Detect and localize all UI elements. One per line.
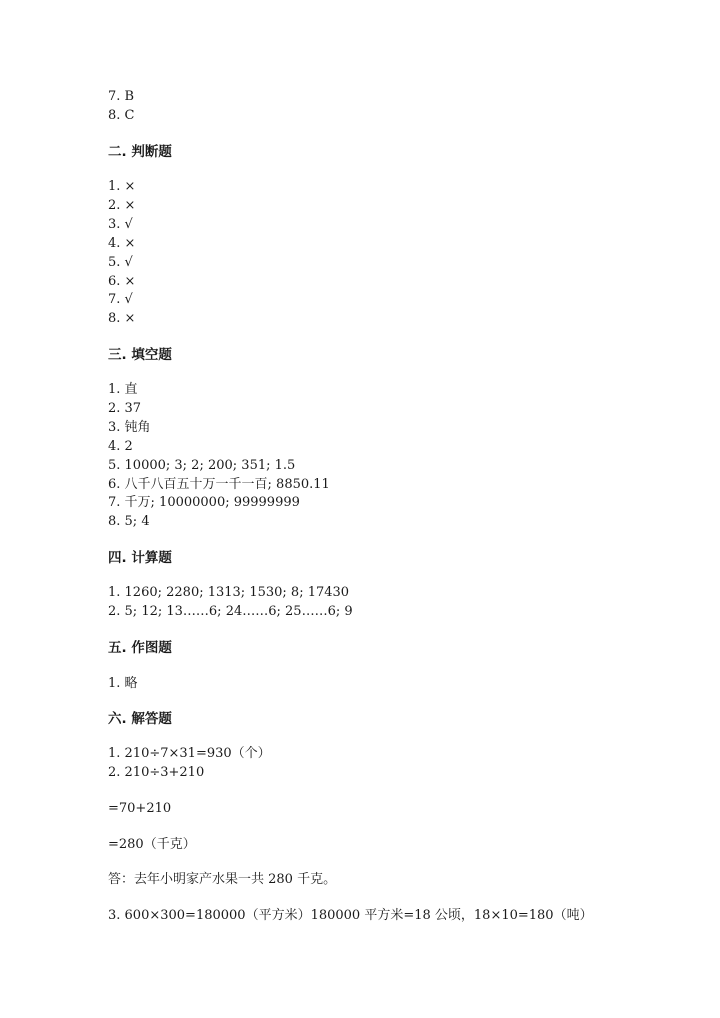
answer-line: 6. 八千八百五十万一千一百; 8850.11 [108,477,330,492]
answer-line: 3. √ [108,217,133,232]
answer-line: 答：去年小明家产水果一共 280 千克。 [108,872,337,887]
answer-line: 2. × [108,198,136,213]
answer-line: 3. 600×300=180000（平方米）180000 平方米=18 公顷，18×10=180（吨） [108,908,593,923]
section-heading-fill-in: 三. 填空题 [108,347,172,363]
answer-line: 2. 5; 12; 13……6; 24……6; 25……6; 9 [108,604,353,619]
answer-line: 8. × [108,311,136,326]
answer-line: 1. 1260; 2280; 1313; 1530; 8; 17430 [108,585,350,600]
answer-line: 7. √ [108,292,133,307]
answer-line: 7. B [108,89,135,104]
answer-line: 7. 千万; 10000000; 99999999 [108,495,300,510]
answer-line: 4. × [108,236,136,251]
answer-line: 4. 2 [108,439,133,454]
answer-line: 1. 210÷7×31=930（个） [108,746,271,761]
answer-line: 8. 5; 4 [108,514,150,529]
answer-line: 1. 直 [108,382,138,397]
answer-line: 5. √ [108,255,133,270]
answer-line: 2. 37 [108,401,142,416]
answer-line: =280（千克） [108,837,196,852]
answer-line: 5. 10000; 3; 2; 200; 351; 1.5 [108,458,296,473]
section-heading-drawing: 五. 作图题 [108,640,172,656]
answer-line: 8. C [108,108,135,123]
answer-line: 1. 略 [108,676,138,691]
section-heading-word-problems: 六. 解答题 [108,711,172,727]
section-heading-calculation: 四. 计算题 [108,550,172,566]
answer-line: 2. 210÷3+210 [108,765,205,780]
answer-line: 3. 钝角 [108,420,151,435]
answer-line: 1. × [108,179,136,194]
section-heading-judgement: 二. 判断题 [108,144,172,160]
answer-line: 6. × [108,274,136,289]
answer-line: =70+210 [108,801,172,816]
